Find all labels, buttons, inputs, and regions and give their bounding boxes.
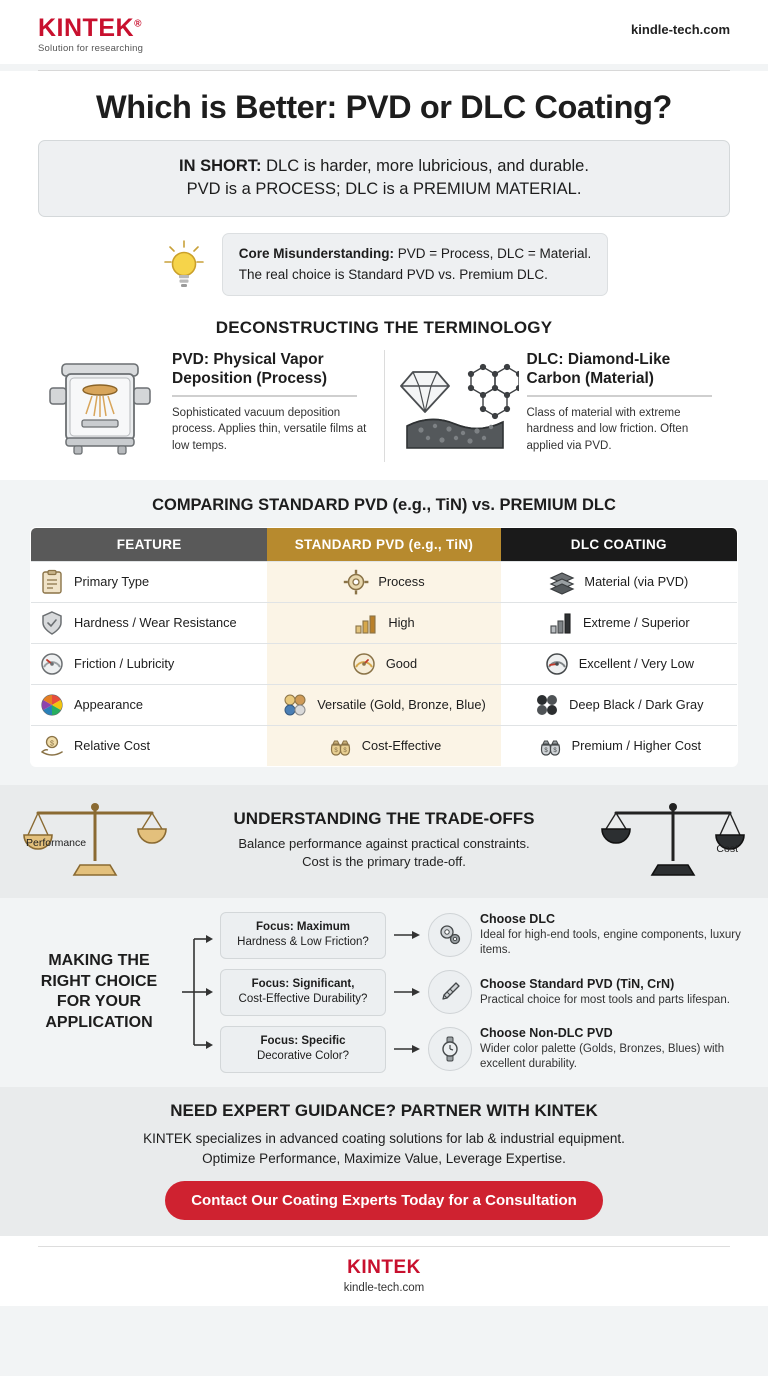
dark-dots-icon <box>534 692 560 718</box>
branch-arrows-icon <box>180 917 214 1067</box>
cta-section <box>0 1087 768 1237</box>
in-short-line2: PVD is a PROCESS; DLC is a PREMIUM MATERIAL. <box>186 180 582 199</box>
page-title: Which is Better: PVD or DLC Coating? <box>0 71 768 140</box>
cell-pvd <box>267 561 500 602</box>
vacuum-chamber-icon <box>40 350 160 462</box>
core-misunderstanding-box <box>222 233 609 296</box>
feature-label: Friction / Lubricity <box>74 655 175 671</box>
header-url: kindle-tech.com <box>631 22 730 37</box>
cell-dlc <box>501 725 738 766</box>
cell-feature <box>31 725 268 766</box>
arrow-right-icon <box>394 1042 420 1056</box>
pvd-value: Cost-Effective <box>361 738 442 754</box>
comparison-table <box>30 527 738 767</box>
clipboard-icon <box>39 569 65 595</box>
pvd-title: PVD: Physical Vapor Deposition (Process) <box>172 350 328 388</box>
footer-url: kindle-tech.com <box>343 1282 425 1295</box>
decision-section <box>0 898 768 1087</box>
gauge-low-icon <box>544 651 570 677</box>
arrow-right-icon <box>394 928 420 942</box>
cell-feature <box>31 561 268 602</box>
cell-pvd <box>267 602 500 643</box>
brand-logo <box>38 16 143 54</box>
result-body: Practical choice for most tools and parts lifespan. <box>480 993 730 1006</box>
color-wheel-icon <box>39 692 65 718</box>
pvd-value: Process <box>378 574 425 590</box>
gauge-mid-icon <box>351 651 377 677</box>
table-row <box>31 725 738 766</box>
cell-dlc <box>501 561 738 602</box>
money-bags-icon <box>327 733 353 759</box>
cell-pvd <box>267 725 500 766</box>
terminology-heading: DECONSTRUCTING THE TERMINOLOGY <box>215 317 553 337</box>
cell-feature <box>31 684 268 725</box>
decision-icon-wrap <box>428 913 472 957</box>
pvd-value: Versatile (Gold, Bronze, Blue) <box>317 696 486 712</box>
table-header-row <box>31 527 738 561</box>
drill-bit-icon <box>437 979 463 1005</box>
dlc-value: Premium / Higher Cost <box>571 738 702 754</box>
cell-feature <box>31 643 268 684</box>
table-row <box>31 643 738 684</box>
feature-label: Hardness / Wear Resistance <box>74 614 237 630</box>
result-title: Choose Non-DLC PVD <box>480 1025 613 1040</box>
page-header <box>0 0 768 64</box>
decision-result <box>480 912 744 959</box>
registered-mark-icon: ® <box>134 18 142 30</box>
decision-question <box>220 969 386 1016</box>
decision-question <box>220 1026 386 1073</box>
scale-label-cost: Cost <box>716 842 738 855</box>
dlc-value: Material (via PVD) <box>584 574 689 590</box>
cta-heading: NEED EXPERT GUIDANCE? PARTNER WITH KINTEK <box>170 1100 598 1120</box>
feature-label: Appearance <box>74 696 144 712</box>
balance-scale-dark-icon <box>598 795 748 881</box>
core-misunderstanding-section <box>0 233 768 312</box>
svg-text:$: $ <box>343 747 347 754</box>
tradeoffs-line2: Cost is the primary trade-off. <box>302 854 466 870</box>
in-short-line1: DLC is harder, more lubricious, and durable. <box>261 156 589 175</box>
cell-dlc <box>501 684 738 725</box>
core-label: Core Misunderstanding: <box>238 246 394 262</box>
feature-label: Primary Type <box>74 573 150 589</box>
arrow-right-icon <box>394 985 420 999</box>
color-dots-icon <box>282 692 308 718</box>
table-row <box>31 561 738 602</box>
decision-row <box>220 912 744 959</box>
shield-icon <box>39 610 65 636</box>
gauge-icon <box>39 651 65 677</box>
dlc-title: DLC: Diamond-Like Carbon (Material) <box>526 350 671 388</box>
decision-row <box>220 969 744 1016</box>
cell-pvd <box>267 643 500 684</box>
terminology-pvd <box>30 350 385 462</box>
cell-dlc <box>501 643 738 684</box>
pvd-body: Sophisticated vacuum deposition process. Applies thin, versatile films at low temps. <box>172 406 367 452</box>
decision-row <box>220 1026 744 1073</box>
lightbulb-icon <box>160 238 208 292</box>
in-short-label: IN SHORT: <box>179 156 262 175</box>
scale-label-performance: Performance <box>26 836 87 849</box>
dlc-value: Deep Black / Dark Gray <box>569 696 704 712</box>
gears-icon <box>437 922 463 948</box>
tradeoffs-section <box>0 785 768 898</box>
result-title: Choose DLC <box>480 911 555 926</box>
diamond-icon <box>401 372 449 412</box>
money-bags-dark-icon <box>537 733 563 759</box>
core-line1: PVD = Process, DLC = Material. <box>393 246 592 262</box>
table-row <box>31 602 738 643</box>
feature-label: Relative Cost <box>74 737 151 753</box>
column-header-pvd: STANDARD PVD (e.g., TiN) <box>267 527 500 561</box>
core-line2: The real choice is Standard PVD vs. Premium DLC. <box>238 266 548 282</box>
hex-lattice-icon <box>468 364 518 418</box>
result-title: Choose Standard PVD (TiN, CrN) <box>480 976 675 991</box>
bar-chart-dark-icon <box>548 610 574 636</box>
focus-text: Decorative Color? <box>256 1050 350 1063</box>
column-header-dlc: DLC COATING <box>501 527 738 561</box>
footer-divider <box>38 1246 730 1247</box>
cell-pvd <box>267 684 500 725</box>
pvd-value: High <box>388 615 415 631</box>
focus-text: Hardness & Low Friction? <box>237 936 369 949</box>
page-footer <box>0 1236 768 1306</box>
svg-text:$: $ <box>50 740 54 748</box>
cell-feature <box>31 602 268 643</box>
in-short-box <box>38 140 730 218</box>
column-header-feature: FEATURE <box>31 527 268 561</box>
svg-text:$: $ <box>552 747 557 754</box>
focus-text: Cost-Effective Durability? <box>238 993 368 1006</box>
decision-icon-wrap <box>428 1027 472 1071</box>
logo-text: KINTEK <box>38 14 135 42</box>
comparison-heading: COMPARING STANDARD PVD (e.g., TiN) vs. PREMIUM DLC <box>152 495 616 514</box>
dlc-value: Extreme / Superior <box>582 615 690 631</box>
coating-surface-icon <box>407 419 503 448</box>
decision-question <box>220 912 386 959</box>
dlc-underline <box>527 395 712 397</box>
diamond-lattice-icon <box>391 350 519 462</box>
cta-line2: Optimize Performance, Maximize Value, Leverage Expertise. <box>202 1151 566 1167</box>
dlc-body: Class of material with extreme hardness and low friction. Often applied via PVD. <box>526 406 689 452</box>
watch-icon <box>437 1036 463 1062</box>
decision-result <box>480 1026 744 1073</box>
footer-logo: KINTEK <box>347 1257 421 1279</box>
scale-cost <box>598 795 748 886</box>
svg-text:$: $ <box>543 747 548 754</box>
cta-line1: KINTEK specializes in advanced coating solutions for lab & industrial equipment. <box>143 1130 625 1146</box>
bar-chart-icon <box>353 610 379 636</box>
terminology-section <box>0 312 768 480</box>
result-body: Ideal for high-end tools, engine components, luxury items. <box>480 928 741 957</box>
table-row <box>31 684 738 725</box>
tradeoffs-line1: Balance performance against practical constraints. <box>238 835 530 851</box>
pvd-underline <box>172 395 357 397</box>
tradeoffs-text <box>176 809 592 873</box>
decision-title: MAKING THE RIGHT CHOICE FOR YOUR APPLICATION <box>40 951 158 1032</box>
gear-icon <box>343 569 369 595</box>
coin-hand-icon <box>39 733 65 759</box>
brand-tagline: Solution for researching <box>38 43 144 54</box>
dlc-value: Excellent / Very Low <box>578 656 694 672</box>
decision-icon-wrap <box>428 970 472 1014</box>
cell-dlc <box>501 602 738 643</box>
focus-label: Focus: Significant, <box>251 977 355 990</box>
in-short-section <box>0 140 768 234</box>
pvd-value: Good <box>385 656 418 672</box>
comparison-section <box>0 480 768 785</box>
layers-icon <box>549 569 575 595</box>
result-body: Wider color palette (Golds, Bronzes, Blues) with excellent durability. <box>480 1042 725 1071</box>
contact-experts-button[interactable]: Contact Our Coating Experts Today for a Consultation <box>165 1181 603 1220</box>
focus-label: Focus: Specific <box>260 1034 346 1047</box>
svg-text:$: $ <box>334 747 338 754</box>
terminology-dlc <box>385 350 739 462</box>
scale-performance <box>20 795 170 886</box>
tradeoffs-heading: UNDERSTANDING THE TRADE-OFFS <box>233 808 535 828</box>
decision-result <box>480 977 744 1009</box>
focus-label: Focus: Maximum <box>256 920 350 933</box>
